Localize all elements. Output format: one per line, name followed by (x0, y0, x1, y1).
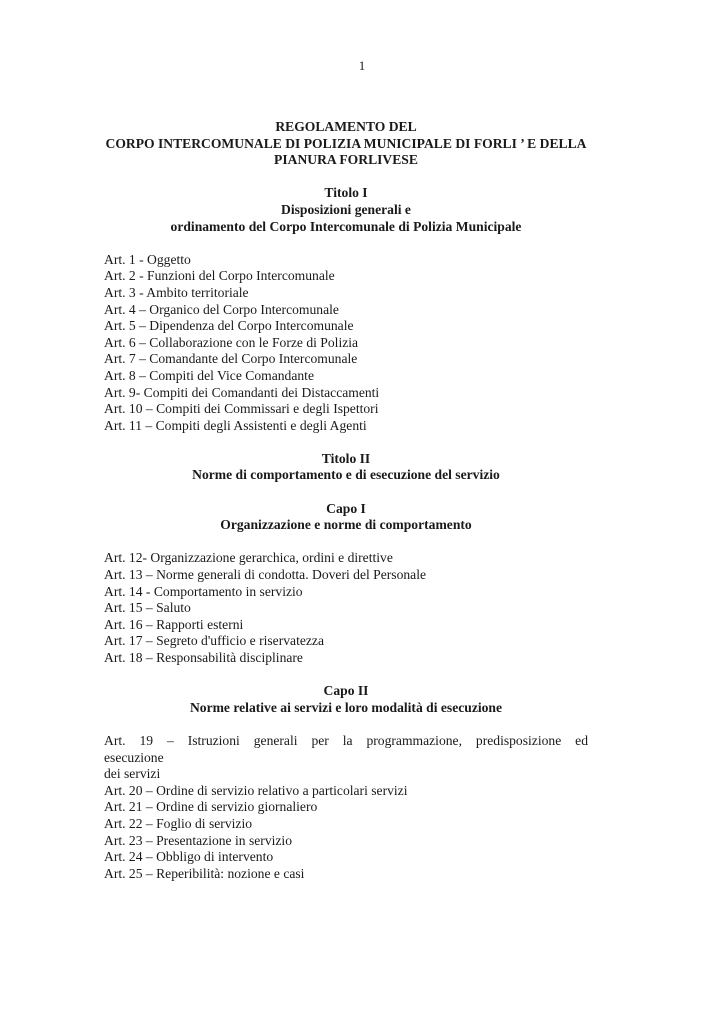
article-item: Art. 7 – Comandante del Corpo Intercomunale (104, 351, 358, 367)
article-item: Art. 1 - Oggetto (104, 251, 191, 267)
article-item: Art. 15 – Saluto (104, 600, 191, 616)
titolo-2-heading: Titolo II (321, 450, 371, 466)
spacer (104, 484, 588, 501)
article-item: Art. 23 – Presentazione in servizio (104, 832, 292, 848)
titolo-1-subtitle-1: Disposizioni generali e (281, 201, 411, 217)
capo-1-heading: Capo I (326, 500, 366, 516)
article-item: Art. 25 – Reperibilità: nozione e casi (104, 865, 305, 881)
spacer (104, 716, 588, 733)
page-number: 1 (358, 58, 366, 73)
capo-1-heading-block (104, 501, 588, 534)
article-item: Art. 2 - Funzioni del Corpo Intercomunale (104, 268, 335, 284)
article-item: Art. 13 – Norme generali di condotta. Doveri del Personale (104, 567, 427, 583)
title-line-2: CORPO INTERCOMUNALE DI POLIZIA MUNICIPALE DI FORLI ’ E DELLA (105, 135, 587, 151)
article-19-line-1: Art. 19 – Istruzioni generali per la programmazione, predisposizione ed (104, 732, 588, 748)
spacer (104, 235, 588, 252)
titolo-1-article-list (104, 252, 588, 435)
document-title (104, 119, 588, 169)
article-item: Art. 16 – Rapporti esterni (104, 616, 244, 632)
article-19-line-3: dei servizi (104, 766, 161, 782)
titolo-2-heading-block (104, 451, 588, 484)
article-item: Art. 24 – Obbligo di intervento (104, 849, 274, 865)
article-item: Art. 8 – Compiti del Vice Comandante (104, 367, 314, 383)
document-content (104, 119, 588, 882)
article-item: Art. 21 – Ordine di servizio giornaliero (104, 799, 318, 815)
article-item: Art. 6 – Collaborazione con le Forze di Polizia (104, 334, 359, 350)
titolo-1-subtitle-2: ordinamento del Corpo Intercomunale di Polizia Municipale (170, 218, 522, 234)
article-item: Art. 3 - Ambito territoriale (104, 284, 249, 300)
capo-1-subtitle: Organizzazione e norme di comportamento (220, 517, 472, 533)
article-item: Art. 5 – Dipendenza del Corpo Intercomunale (104, 318, 354, 334)
article-item: Art. 4 – Organico del Corpo Intercomunale (104, 301, 339, 317)
title-line-3: PIANURA FORLIVESE (274, 152, 418, 168)
title-line-1: REGOLAMENTO DEL (275, 119, 417, 134)
article-item: Art. 12- Organizzazione gerarchica, ordini e direttive (104, 550, 393, 566)
article-item: Art. 11 – Compiti degli Assistenti e degli Agenti (104, 417, 367, 433)
titolo-2-subtitle: Norme di comportamento e di esecuzione del servizio (192, 467, 500, 483)
spacer (104, 667, 588, 684)
article-item: Art. 20 – Ordine di servizio relativo a particolari servizi (104, 782, 408, 798)
capo-1-article-list (104, 550, 588, 666)
article-item: Art. 10 – Compiti dei Commissari e degli Ispettori (104, 401, 379, 417)
spacer (104, 534, 588, 551)
article-item: Art. 17 – Segreto d'ufficio e riservatezza (104, 633, 324, 649)
capo-2-heading-block (104, 683, 588, 716)
titolo-1-heading-block (104, 185, 588, 235)
capo-2-subtitle: Norme relative ai servizi e loro modalità di esecuzione (189, 699, 503, 715)
article-item: Art. 9- Compiti dei Comandanti dei Distaccamenti (104, 384, 380, 400)
article-item: Art. 14 - Comportamento in servizio (104, 583, 303, 599)
capo-2-heading: Capo II (323, 683, 369, 699)
article-item: Art. 18 – Responsabilità disciplinare (104, 650, 303, 665)
article-item: Art. 22 – Foglio di servizio (104, 815, 253, 831)
capo-2-article-list (104, 733, 588, 882)
spacer (104, 434, 588, 451)
article-19-line-2: esecuzione (104, 749, 164, 765)
spacer (104, 169, 588, 186)
titolo-1-heading: Titolo I (324, 185, 368, 201)
